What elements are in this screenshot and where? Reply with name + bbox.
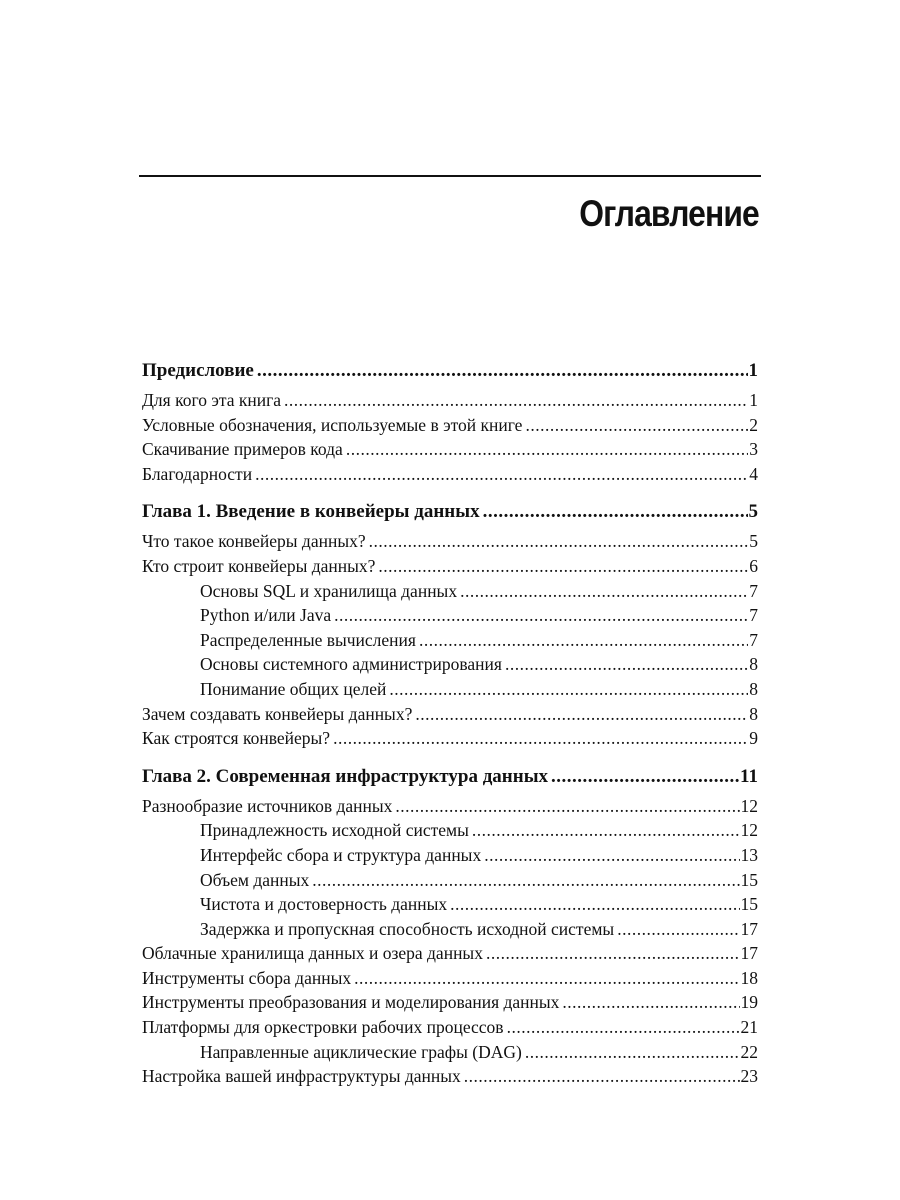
page-title: Оглавление — [579, 193, 759, 234]
toc-entry-label: Что такое конвейеры данных? — [142, 531, 366, 552]
toc-leader-dots — [415, 704, 748, 725]
toc-leader-dots — [483, 501, 748, 523]
toc-entry-page: 15 — [740, 894, 758, 915]
toc-entry-page: 22 — [740, 1041, 758, 1062]
toc-section-preface — [142, 360, 758, 488]
toc-entry-page: 8 — [749, 703, 758, 724]
toc-leader-dots — [464, 1066, 740, 1087]
toc-entry-label: Облачные хранилища данных и озера данных — [142, 943, 483, 964]
toc-entry-row[interactable] — [142, 1017, 758, 1042]
toc-leader-dots — [312, 870, 739, 891]
toc-entry-row[interactable] — [142, 704, 758, 729]
toc-leader-dots — [472, 820, 740, 841]
toc-entry-label: Разнообразие источников данных — [142, 795, 393, 816]
toc-subentry-row[interactable] — [142, 894, 758, 919]
toc-entry-page: 21 — [740, 1017, 758, 1038]
toc-subentry-row[interactable] — [142, 679, 758, 704]
toc-entry-page: 17 — [740, 918, 758, 939]
toc-entry-label: Условные обозначения, используемые в этой книге — [142, 414, 523, 435]
toc-entry-page: 4 — [749, 463, 758, 484]
toc-section-chapter-2 — [142, 766, 758, 1091]
toc-entry-label: Как строятся конвейеры? — [142, 728, 331, 749]
toc-entry-row[interactable] — [142, 992, 758, 1017]
toc-leader-dots — [450, 894, 739, 915]
toc-entry-row[interactable] — [142, 796, 758, 821]
toc-chapter-row[interactable] — [142, 501, 758, 531]
toc-entry-row[interactable] — [142, 728, 758, 753]
toc-leader-dots — [255, 464, 748, 485]
toc-chapter-label: Глава 2. Современная инфраструктура данных — [142, 765, 549, 787]
toc-entry-label: Распределенные вычисления — [200, 629, 416, 650]
toc-entry-page: 19 — [740, 992, 758, 1013]
toc-leader-dots — [562, 992, 739, 1013]
toc-entry-row[interactable] — [142, 943, 758, 968]
toc-entry-page: 5 — [749, 531, 758, 552]
top-rule — [139, 175, 761, 177]
toc-entry-label: Чистота и достоверность данных — [200, 894, 448, 915]
toc-leader-dots — [333, 728, 748, 749]
toc-entry-row[interactable] — [142, 968, 758, 993]
toc-leader-dots — [505, 654, 748, 675]
toc-chapter-label: Глава 1. Введение в конвейеры данных — [142, 501, 480, 523]
toc-subentry-row[interactable] — [142, 820, 758, 845]
toc-entry-row[interactable] — [142, 1066, 758, 1091]
toc-leader-dots — [395, 796, 739, 817]
toc-leader-dots — [389, 679, 748, 700]
toc-entry-page: 12 — [740, 820, 758, 841]
toc-entry-label: Принадлежность исходной системы — [200, 820, 469, 841]
toc-entry-label: Основы системного администрирования — [200, 654, 502, 675]
toc-entry-label: Скачивание примеров кода — [142, 439, 343, 460]
toc-entry-label: Объем данных — [200, 869, 310, 890]
toc-subentry-row[interactable] — [142, 870, 758, 895]
toc-leader-dots — [525, 1042, 740, 1063]
toc-entry-label: Интерфейс сбора и структура данных — [200, 844, 482, 865]
toc-chapter-page: 11 — [740, 765, 758, 787]
toc-leader-dots — [507, 1017, 740, 1038]
toc-entry-row[interactable] — [142, 390, 758, 415]
toc-entry-page: 18 — [740, 967, 758, 988]
toc-entry-page: 7 — [749, 605, 758, 626]
toc-subentry-row[interactable] — [142, 581, 758, 606]
toc-chapter-row[interactable] — [142, 766, 758, 796]
toc-leader-dots — [284, 390, 748, 411]
toc-leader-dots — [551, 766, 739, 788]
toc-leader-dots — [378, 556, 748, 577]
toc-entry-label: Платформы для оркестровки рабочих процессов — [142, 1017, 504, 1038]
toc-chapter-row[interactable] — [142, 360, 758, 390]
toc-leader-dots — [257, 360, 748, 382]
toc-entry-label: Python и/или Java — [200, 605, 332, 626]
toc-section-chapter-1 — [142, 501, 758, 752]
toc-entry-label: Для кого эта книга — [142, 390, 282, 410]
toc-entry-page: 12 — [740, 795, 758, 816]
toc-chapter-label: Предисловие — [142, 360, 254, 381]
toc-leader-dots — [369, 531, 749, 552]
toc-entry-label: Основы SQL и хранилища данных — [200, 580, 458, 601]
toc-entry-label: Зачем создавать конвейеры данных? — [142, 703, 413, 724]
toc-entry-label: Благодарности — [142, 463, 253, 484]
toc-subentry-row[interactable] — [142, 919, 758, 944]
toc-entry-page: 13 — [740, 844, 758, 865]
toc-leader-dots — [486, 943, 740, 964]
toc-entry-label: Направленные ациклические графы (DAG) — [200, 1041, 522, 1062]
toc-entry-page: 17 — [740, 943, 758, 964]
toc-chapter-page: 5 — [748, 501, 758, 523]
toc-entry-page: 8 — [749, 654, 758, 675]
toc-entry-page: 9 — [749, 728, 758, 749]
toc-leader-dots — [354, 968, 739, 989]
toc-entry-row[interactable] — [142, 415, 758, 440]
toc-entry-label: Настройка вашей инфраструктуры данных — [142, 1066, 461, 1087]
toc-entry-row[interactable] — [142, 556, 758, 581]
toc-entry-label: Инструменты преобразования и моделирования данных — [142, 992, 560, 1013]
toc-entry-page: 1 — [749, 390, 758, 410]
toc-entry-row[interactable] — [142, 531, 758, 556]
toc-subentry-row[interactable] — [142, 1042, 758, 1067]
toc-entry-row[interactable] — [142, 464, 758, 489]
toc-leader-dots — [419, 630, 748, 651]
toc-entry-page: 6 — [749, 555, 758, 576]
toc-entry-page: 15 — [740, 869, 758, 890]
toc-entry-page: 7 — [749, 629, 758, 650]
toc-leader-dots — [525, 415, 748, 436]
toc-entry-label: Кто строит конвейеры данных? — [142, 555, 376, 576]
toc-leader-dots — [334, 605, 748, 626]
toc-entry-page: 23 — [740, 1066, 758, 1087]
toc-subentry-row[interactable] — [142, 654, 758, 679]
toc-subentry-row[interactable] — [142, 605, 758, 630]
toc-entry-row[interactable] — [142, 439, 758, 464]
toc-entry-page: 3 — [749, 439, 758, 460]
toc-leader-dots — [617, 919, 739, 940]
toc-subentry-row[interactable] — [142, 630, 758, 655]
toc-leader-dots — [460, 581, 748, 602]
toc-chapter-page: 1 — [748, 360, 758, 381]
toc-entry-label: Задержка и пропускная способность исходной системы — [200, 918, 615, 939]
toc-entry-page: 2 — [749, 414, 758, 435]
toc-leader-dots — [484, 845, 739, 866]
toc-entry-page: 8 — [749, 678, 758, 699]
toc-leader-dots — [346, 439, 748, 460]
toc-subentry-row[interactable] — [142, 845, 758, 870]
toc-entry-label: Инструменты сбора данных — [142, 967, 352, 988]
toc-entry-page: 7 — [749, 580, 758, 601]
toc-entry-label: Понимание общих целей — [200, 678, 387, 699]
table-of-contents — [142, 360, 758, 1104]
